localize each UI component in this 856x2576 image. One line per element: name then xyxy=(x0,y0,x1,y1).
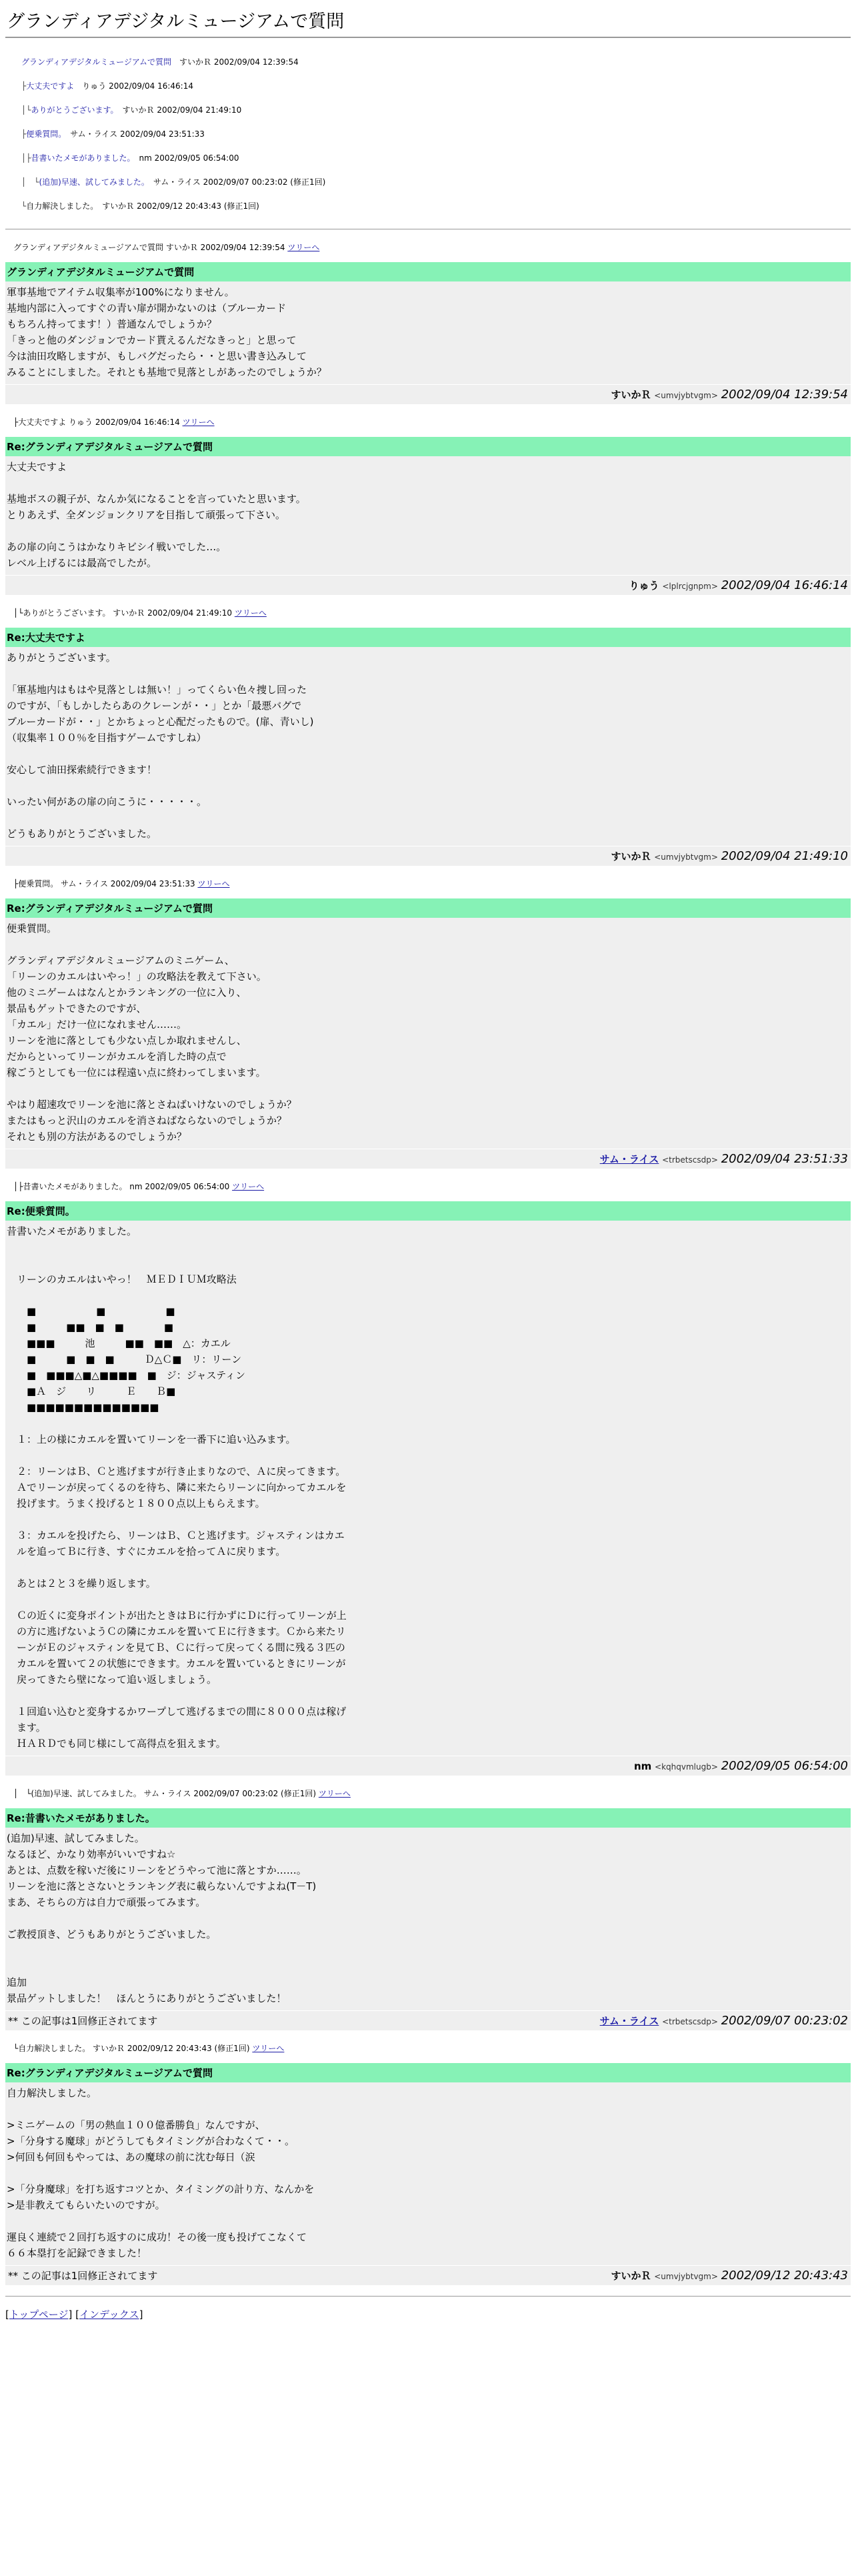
post-header-line xyxy=(13,878,851,889)
top-page-link[interactable]: トップページ xyxy=(9,2309,69,2321)
tree-item xyxy=(21,74,851,98)
post-date: 2002/09/04 21:49:10 xyxy=(721,849,848,863)
post-footer xyxy=(5,1756,851,1776)
post-date: 2002/09/07 00:23:02 xyxy=(721,2014,848,2028)
tree-item-author: nm xyxy=(139,153,152,163)
post-date: 2002/09/12 20:43:43 xyxy=(721,2269,848,2283)
post-signature xyxy=(611,2269,848,2283)
footer-divider xyxy=(5,2296,851,2297)
tree-link[interactable]: ツリーへ xyxy=(182,418,215,427)
post-signature xyxy=(600,2014,848,2028)
post-signature xyxy=(611,849,848,863)
post-body: 軍事基地でアイテム収集率が100%になりません。 基地内部に入ってすぐの青い扉が開かないのは（ブルーカード もちろん持ってます！）普通なんでしょうか？ 「きっと他のダンジョンでカード貰えるんだなきっと」と思って 今は油田攻略しますが、もしバグだったら・・と思い書き込みして みることにしました。それとも基地で見落としがあったのでしょうか？ xyxy=(5,281,851,384)
tree-item-date: 2002/09/04 16:46:14 xyxy=(109,81,193,91)
tree-item xyxy=(21,194,851,218)
tree-branch: │└ xyxy=(21,105,31,115)
post-user-id: <kqhqvmlugb> xyxy=(655,1762,718,1772)
post-body: (追加)早速、試してみました。 なるほど、かなり効率がいいですね☆ あとは、点数を稼いだ後にリーンをどうやって池に落とすか……。 リーンを池に落とさないとランキング表に載らないんですよね(T－T) まあ、そちらの方は自力で頑張ってみます。 ご教授頂き、どうもありがとうございました。 追加 景品ゲットしました！ ほんとうにありがとうございました！ xyxy=(5,1828,851,2010)
tree-item xyxy=(21,50,851,74)
post-signature xyxy=(629,578,848,592)
tree-branch: ├ xyxy=(21,129,27,139)
post-header-line xyxy=(13,241,851,253)
post-author: りゅう xyxy=(629,580,659,592)
post-date: 2002/09/04 23:51:33 xyxy=(721,1152,848,1166)
post-header-line xyxy=(13,1788,851,1799)
post-signature xyxy=(634,1759,848,1773)
tree-link[interactable]: ツリーへ xyxy=(318,1789,351,1798)
post-header-text: グランディアデジタルミュージアムで質問 すいかＲ 2002/09/04 12:39:54 xyxy=(13,243,285,252)
post-body: 自力解決しました。 >ミニゲームの「男の熱血１００億番勝負」なんですが、 >「分身する魔球」がどうしてもタイミングが合わなくて・・。 >何回も何回もやっては、あの魔球の前に沈む毎日（涙 >「分身魔球」を打ち返すコツとか、タイミングの計り方、なんかを >是非教えてもらいたいのですが。 運良く連続で２回打ち返すのに成功！その後一度も投げてこなくて ６６本塁打を記録できました！ xyxy=(5,2082,851,2265)
tree-item-edit-note: (修正1回) xyxy=(223,201,259,211)
title-divider xyxy=(5,37,851,38)
post-footer xyxy=(5,575,851,595)
post-header-line xyxy=(13,607,851,618)
tree-item xyxy=(21,122,851,146)
post-body: 昔書いたメモがありました。 リーンのカエルはいやっ！ ＭＥＤＩＵＭ攻略法 ■ ■ ■ ■ ■■ ■ ■ ■ ■■■ 池 ■■ ■■ △：カエル ■ ■ ■ ■ Ｄ△Ｃ■ リ：リーン ■ ■■■△■△■■■■ ■ ジ：ジャスティン ■Ａ ジ リ Ｅ Ｂ■ ■■■■■■■■■■■■■■ １：上の様にカエルを置いてリーンを一番下に追い込みます。 ２：リーンはＢ、Ｃと逃げますが行き止まりなので、Ａに戻ってきます。 Ａでリーンが戻ってくるのを待ち、隣に来たらリーンに向かってカエルを 投げます。うまく投げると１８００点以上もらえます。 ３：カエルを投げたら、リーンはＢ、Ｃと逃げます。ジャスティンはカエ ルを追ってＢに行き、すぐにカエルを拾ってＡに戻ります。 あとは２と３を繰り返します。 Ｃの近くに変身ポイントが出たときはＢに行かずにＤに行ってリーンが上 の方に逃げないようＣの隣にカエルを置いてＥに行きます。Ｃから来たリ ーンがＥのジャスティンを見てＢ、Ｃに行って戻ってくる間に残る３匹の カエルを置いて２の状態にできます。カエルを置いているときにリーンが 戻ってきたら壁になって追い返しましょう。 １回追い込むと変身するかワープして逃げるまでの間に８０００点は稼げ ます。 ＨＡＲＤでも同じ様にして高得点を狙えます。 xyxy=(5,1221,851,1756)
post xyxy=(5,416,851,595)
post-author: すいかＲ xyxy=(611,2270,651,2282)
post xyxy=(5,607,851,866)
post-subject: Re:グランディアデジタルミュージアムで質問 xyxy=(5,437,851,456)
post-subject: Re:昔書いたメモがありました。 xyxy=(5,1808,851,1828)
tree-item-current: 自力解決しました。 xyxy=(26,201,95,211)
tree-item-link[interactable]: 便乗質問。 xyxy=(26,129,63,139)
post-user-id: <umvjybtvgm> xyxy=(654,391,718,400)
tree-item-link[interactable]: 大丈夫ですよ xyxy=(26,81,75,91)
tree-item xyxy=(21,170,851,194)
tree-link[interactable]: ツリーへ xyxy=(252,2044,285,2053)
post-header-text: └自力解決しました。 すいかＲ 2002/09/12 20:43:43 (修正1回) xyxy=(13,2044,250,2053)
post xyxy=(5,878,851,1169)
post-user-id: <lplrcjgnpm> xyxy=(662,582,718,591)
tree-item-author: すいかＲ xyxy=(122,105,155,115)
post xyxy=(5,1181,851,1776)
post-subject: Re:グランディアデジタルミュージアムで質問 xyxy=(5,898,851,918)
post-header-line xyxy=(13,1181,851,1192)
post-author[interactable]: サム・ライス xyxy=(599,1153,659,1165)
tree-item-date: 2002/09/04 23:51:33 xyxy=(120,129,205,139)
post-header-text: ├便乗質問。 サム・ライス 2002/09/04 23:51:33 xyxy=(13,879,195,888)
post-footer xyxy=(5,846,851,866)
tree-item xyxy=(21,98,851,122)
post-header-line xyxy=(13,416,851,428)
post-subject: Re:便乗質問。 xyxy=(5,1201,851,1221)
tree-branch: ├ xyxy=(21,81,27,91)
tree-item-link[interactable]: 昔書いたメモがありました。 xyxy=(31,153,131,163)
post-header-text: ├大丈夫ですよ りゅう 2002/09/04 16:46:14 xyxy=(13,418,180,427)
tree-link[interactable]: ツリーへ xyxy=(234,608,267,618)
tree-item-edit-note: (修正1回) xyxy=(290,177,326,187)
post-user-id: <umvjybtvgm> xyxy=(654,2272,718,2281)
index-link[interactable]: インデックス xyxy=(79,2309,139,2321)
post-header-text: │└ありがとうございます。 すいかＲ 2002/09/04 21:49:10 xyxy=(13,608,232,618)
post-edit-note: ** この記事は1回修正されてます xyxy=(8,2015,158,2027)
tree-branch: │ └ xyxy=(21,177,39,187)
bottom-nav: [トップページ] [インデックス] xyxy=(5,2309,143,2321)
post-author: nm xyxy=(633,1760,652,1772)
tree-item-date: 2002/09/12 20:43:43 xyxy=(137,201,221,211)
tree-branch: └ xyxy=(21,201,27,211)
thread-tree xyxy=(21,50,851,218)
tree-item-link[interactable]: グランディアデジタルミュージアムで質問 xyxy=(21,57,172,67)
post-author[interactable]: サム・ライス xyxy=(599,2015,659,2027)
tree-item-date: 2002/09/05 06:54:00 xyxy=(154,153,239,163)
tree-item-author: すいかＲ xyxy=(102,201,135,211)
post-body: 大丈夫ですよ 基地ボスの親子が、なんか気になることを言っていたと思います。 とりあえず、全ダンジョンクリアを目指して頑張って下さい。 あの扉の向こうはかなりキビシイ戦いでした…。 レベル上げるには最高でしたが。 xyxy=(5,456,851,575)
tree-branch: │├ xyxy=(21,153,31,163)
tree-link[interactable]: ツリーへ xyxy=(232,1182,265,1191)
post-footer xyxy=(5,2265,851,2285)
post-date: 2002/09/04 12:39:54 xyxy=(721,388,848,402)
tree-item-link[interactable]: ありがとうございます。 xyxy=(31,105,115,115)
post-edit-note: ** この記事は1回修正されてます xyxy=(8,2270,158,2282)
post-header-text: │├昔書いたメモがありました。 nm 2002/09/05 06:54:00 xyxy=(13,1182,230,1191)
post xyxy=(5,2042,851,2285)
post-subject: Re:グランディアデジタルミュージアムで質問 xyxy=(5,2063,851,2082)
tree-item-author: りゅう xyxy=(82,81,107,91)
tree-item-date: 2002/09/07 00:23:02 xyxy=(203,177,288,187)
post-author: すいかＲ xyxy=(611,389,651,401)
post-list xyxy=(5,241,851,2285)
post-subject: グランディアデジタルミュージアムで質問 xyxy=(5,262,851,281)
post-user-id: <trbetscsdp> xyxy=(662,2017,718,2026)
tree-item-author: サム・ライス xyxy=(153,177,201,187)
post-subject: Re:大丈夫ですよ xyxy=(5,628,851,647)
post-signature xyxy=(600,1152,848,1166)
post-footer xyxy=(5,2010,851,2030)
tree-link[interactable]: ツリーへ xyxy=(287,243,320,252)
tree-item-date: 2002/09/04 12:39:54 xyxy=(213,57,299,67)
tree-item-date: 2002/09/04 21:49:10 xyxy=(157,105,242,115)
post-footer xyxy=(5,1149,851,1169)
tree-item-author: サム・ライス xyxy=(70,129,118,139)
post-header-text: │ └(追加)早速、試してみました。 サム・ライス 2002/09/07 00:23:02 (修正1回) xyxy=(13,1789,317,1798)
post-body: 便乗質問。 グランディアデジタルミュージアムのミニゲーム、 「リーンのカエルはいやっ！」の攻略法を教えて下さい。 他のミニゲームはなんとかランキングの一位に入り、 景品もゲットできたのですが、 「カエル」だけ一位になれません……。 リーンを池に落としても少ない点しか取れませんし、 だからといってリーンがカエルを消した時の点で 稼ごうとしても一位には程遠い点に終わってしまいます。 やはり超速攻でリーンを池に落とさねばいけないのでしょうか？ またはもっと沢山のカエルを消さねばならないのでしょうか？ それとも別の方法があるのでしょうか？ xyxy=(5,918,851,1149)
post-body: ありがとうございます。 「軍基地内はもはや見落としは無い！」ってくらい色々捜し回った のですが、「もしかしたらあのクレーンが・・」とか「最悪バグで ブルーカードが・・」とかちょっと心配だったもので。(扉、青いし) （収集率１００％を目指すゲームですしね） 安心して油田探索続行できます！ いったい何があの扉の向こうに・・・・・。 どうもありがとうございました。 xyxy=(5,647,851,846)
post-signature xyxy=(611,388,848,402)
post-footer xyxy=(5,384,851,404)
post-date: 2002/09/04 16:46:14 xyxy=(721,578,848,592)
tree-item-author: すいかＲ xyxy=(179,57,212,67)
tree-link[interactable]: ツリーへ xyxy=(197,879,230,888)
tree-item-link[interactable]: (追加)早速、試してみました。 xyxy=(39,177,145,187)
tree-item xyxy=(21,146,851,170)
post-user-id: <trbetscsdp> xyxy=(662,1155,718,1165)
post xyxy=(5,241,851,404)
post-header-line xyxy=(13,2042,851,2054)
post-date: 2002/09/05 06:54:00 xyxy=(721,1759,848,1773)
post xyxy=(5,1788,851,2030)
post-author: すいかＲ xyxy=(611,850,651,862)
post-user-id: <umvjybtvgm> xyxy=(654,852,718,862)
page-title: グランディアデジタルミュージアムで質問 xyxy=(7,11,345,32)
